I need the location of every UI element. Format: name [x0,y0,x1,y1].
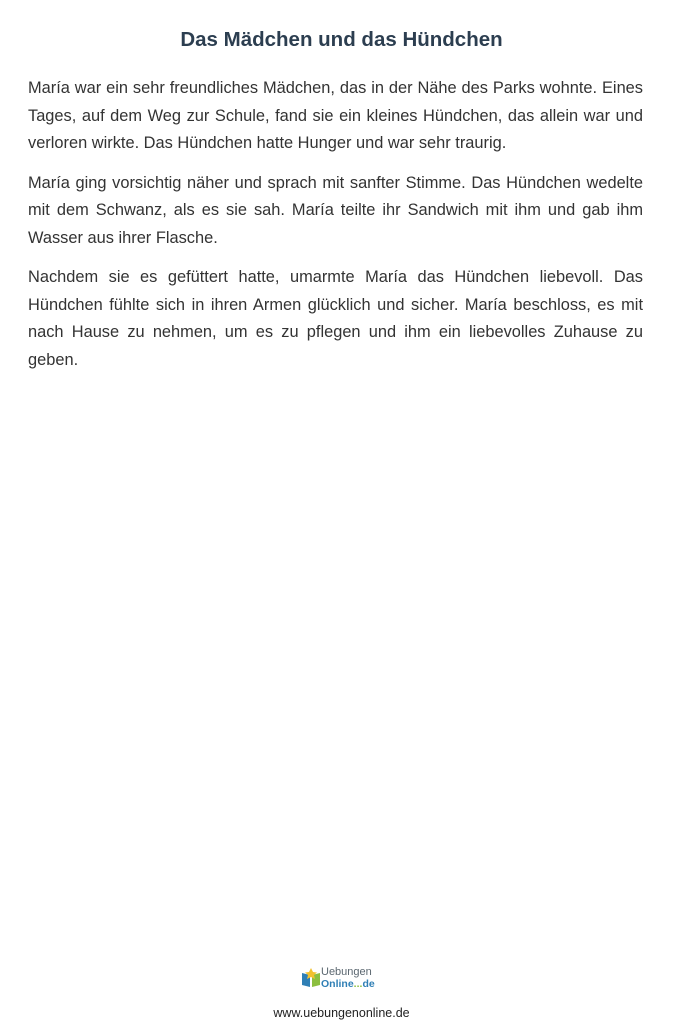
page-title: Das Mädchen und das Hündchen [180,28,503,51]
logo-text-online [321,978,375,990]
story-text [28,75,643,386]
site-logo [301,965,383,993]
logo-de-word: de [362,978,375,990]
paragraph-1: María war ein sehr freundliches Mädchen, das in der Nähe des Parks wohnte. Eines Tages, auf dem Weg zur Schule, fand sie ein kleines Hündchen, das allein war und verloren wirkte. Das Hündchen hatte Hunger und war sehr traurig. [28,79,643,152]
book-icon [301,967,321,989]
logo-dots: ... [353,978,363,990]
logo-text-uebungen: Uebungen [321,966,372,978]
footer-url: www.uebungenonline.de [273,1006,410,1020]
paragraph-3: Nachdem sie es gefüttert hatte, umarmte María das Hündchen liebevoll. Das Hündchen fühlte sich in ihren Armen glücklich und sicher. María beschloss, es mit nach Hause zu nehmen, um es zu pflegen und ihm ein liebevolles Zuhause zu geben. [28,268,643,369]
paragraph-2: María ging vorsichtig näher und sprach mit sanfter Stimme. Das Hündchen wedelte mit dem Schwanz, als es sie sah. María teilte ihr Sandwich mit ihm und gab ihm Wasser aus ihrer Flasche. [28,173,643,247]
logo-online-word: Online [321,978,354,990]
